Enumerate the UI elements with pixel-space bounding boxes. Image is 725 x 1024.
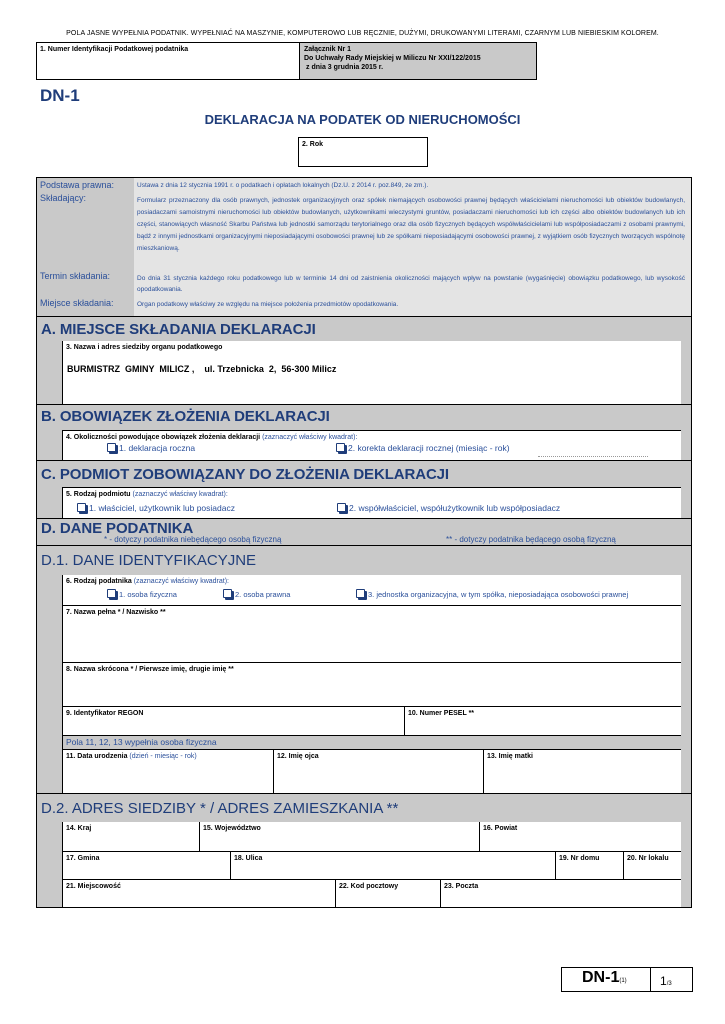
field-11-box[interactable] [62, 749, 273, 793]
field-22-label: 22. Kod pocztowy [339, 883, 399, 890]
section-d-note-2: ** - dotyczy podatnika będącego osobą fizyczną [446, 535, 616, 544]
field-4-hint: (zaznaczyć właściwy kwadrat): [262, 434, 358, 441]
field-20-label: 20. Nr lokalu [627, 855, 669, 862]
field-10-label: 10. Numer PESEL ** [408, 710, 475, 717]
section-c-title: C. PODMIOT ZOBOWIĄZANY DO ZŁOŻENIA DEKLARACJI [41, 466, 449, 483]
option-owner-label: 1. właściciel, użytkownik lub posiadacz [89, 503, 235, 513]
field-4-label: 4. Okoliczności powodujące obowiązek złożenia deklaracji [66, 434, 261, 441]
field-6-hint: (zaznaczyć właściwy kwadrat): [133, 578, 229, 585]
section-b-title: B. OBOWIĄZEK ZŁOŻENIA DEKLARACJI [41, 408, 330, 425]
field-21-label: 21. Miejscowość [66, 883, 121, 890]
field-13-box[interactable] [483, 749, 681, 793]
field-4-box [62, 430, 681, 460]
section-d1-title: D.1. DANE IDENTYFIKACYJNE [41, 552, 257, 569]
attachment-box [299, 42, 537, 80]
option-annual-label: 1. deklaracja roczna [119, 443, 196, 453]
attachment-line3: z dnia 3 grudnia 2015 r. [306, 64, 384, 71]
section-c-left-margin [37, 487, 62, 518]
checkbox-annual[interactable] [107, 443, 116, 452]
option-natural-person-label: 1. osoba fizyczna [119, 590, 177, 599]
section-a-header [37, 316, 691, 341]
footer-code: DN-1 [582, 969, 620, 986]
field-3-label: 3. Nazwa i adres siedziby organu podatkowego [66, 344, 223, 351]
fields-note-row [62, 735, 681, 749]
field-11-hint: (dzień - miesiąc - rok) [129, 753, 197, 760]
field-8-label: 8. Nazwa skrócona * / Pierwsze imię, drugie imię ** [66, 666, 234, 673]
footer-code-sub: (1) [619, 978, 627, 984]
option-org-unit[interactable] [356, 589, 628, 599]
field-6-label: 6. Rodzaj podatnika [66, 578, 132, 585]
field-11-label: 11. Data urodzenia [66, 753, 128, 760]
checkbox-legal-person[interactable] [223, 589, 232, 598]
option-correction-label: 2. korekta deklaracji rocznej (miesiąc - rok) [348, 443, 510, 453]
section-d2-right-margin [681, 822, 691, 907]
checkbox-natural-person[interactable] [107, 589, 116, 598]
option-coowner[interactable] [337, 503, 560, 513]
year-label: 2. Rok [302, 141, 324, 148]
section-b-left-margin [37, 430, 62, 460]
option-coowner-label: 2. współwłaściciel, współużytkownik lub współposiadacz [349, 503, 561, 513]
nip-label: 1. Numer Identyfikacji Podatkowej podatnika [40, 46, 189, 53]
section-a-left-margin [37, 341, 62, 404]
field-14-box[interactable] [62, 822, 199, 851]
field-23-label: 23. Poczta [444, 883, 479, 890]
footer-page-group [660, 972, 672, 990]
field-7-box[interactable] [62, 605, 681, 662]
section-b-right-margin [681, 430, 691, 460]
place-text: Organ podatkowy właściwy ze względu na miejsce położenia przedmiotów opodatkowania. [137, 301, 399, 308]
filers-text: Formularz przeznaczony dla osób prawnych, jednostek organizacyjnych oraz spółek niemających osobowości prawnej będących właścicielami nieruchomości lub obiektów budowlanych, posiadaczami samoistnymi nieruchomości lub obiektów budowlanych, użytkownikami wieczystymi gruntów, posiadaczami nieruchomości lub ich części albo obiektów budowlanych lub ich części, stanowiących własność Skarbu Państwa lub jednostki samorządu terytorialnego oraz dla osób fizycznych będących współwłaścicielami lub współposiadaczami z osobami prawnymi, bądź z innymi jednostkami organizacyjnymi nieposiadającymi osobowości prawnej lub ze spółkami nieposiadającymi osobowości prawnej, z wyjątkiem osób fizycznych tworzących wspólnotę mieszkaniową. [137, 197, 685, 252]
footer-code-group [582, 969, 627, 987]
checkbox-coowner[interactable] [337, 503, 346, 512]
field-6-box [62, 575, 681, 605]
attachment-line1: Załącznik Nr 1 [304, 46, 352, 53]
field-6-label-row [63, 575, 681, 588]
footer-divider [650, 967, 651, 992]
deadline-text: Do dnia 31 stycznia każdego roku podatkowego lub w terminie 14 dni od zaistnienia okoliczności mających wpływ na powstanie (wygaśnięcie) obowiązku podatkowego, lub wysokość opodatkowania. [137, 275, 685, 293]
field-21-box[interactable] [62, 879, 335, 907]
field-16-box[interactable] [479, 822, 681, 851]
section-d2-left-margin [37, 822, 62, 907]
field-18-label: 18. Ulica [234, 855, 263, 862]
option-annual[interactable] [107, 443, 195, 453]
field-5-box [62, 487, 681, 518]
section-c-right-margin [681, 487, 691, 518]
option-org-unit-label: 3. jednostka organizacyjna, w tym spółka, nieposiadająca osobowości prawnej [368, 590, 629, 599]
field-14-label: 14. Kraj [66, 825, 92, 832]
checkbox-correction[interactable] [336, 443, 345, 452]
field-20-box[interactable] [623, 851, 681, 879]
section-d2-header [37, 793, 691, 822]
footer-page: 1 [660, 974, 667, 988]
section-b-header [37, 404, 691, 430]
place-label: Miejsce składania: [40, 298, 114, 308]
bottom-rule [62, 907, 681, 908]
top-instruction-note: POLA JASNE WYPEŁNIA PODATNIK. WYPEŁNIAĆ NA MASZYNIE, KOMPUTEROWO LUB RĘCZNIE, DUŻYMI, DRUKOWANYMI LITERAMI, CZARNYM LUB NIEBIESKIM KOLOREM. [66, 30, 659, 37]
field-23-box[interactable] [440, 879, 681, 907]
field-5-label-row [63, 488, 681, 501]
section-d2-title: D.2. ADRES SIEDZIBY * / ADRES ZAMIESZKANIA ** [41, 800, 399, 817]
field-9-label: 9. Identyfikator REGON [66, 710, 144, 717]
legal-basis-label: Podstawa prawna: [40, 180, 115, 190]
section-a-right-margin [681, 341, 691, 404]
year-field[interactable] [298, 137, 428, 167]
field-8-box[interactable] [62, 662, 681, 706]
field-15-box[interactable] [199, 822, 479, 851]
field-18-box[interactable] [230, 851, 555, 879]
field-22-box[interactable] [335, 879, 440, 907]
field-3-value: BURMISTRZ GMINY MILICZ , ul. Trzebnicka 2, 56-300 Milicz [67, 364, 337, 374]
option-correction[interactable] [336, 443, 510, 453]
fields-note: Pola 11, 12, 13 wypełnia osoba fizyczna [66, 737, 217, 747]
field-5-label: 5. Rodzaj podmiotu [66, 491, 131, 498]
section-a-title: A. MIEJSCE SKŁADANIA DEKLARACJI [41, 321, 316, 338]
section-d-title: D. DANE PODATNIKA [41, 520, 194, 537]
field-19-box[interactable] [555, 851, 623, 879]
field-15-label: 15. Województwo [203, 825, 261, 832]
field-12-label: 12. Imię ojca [277, 753, 319, 760]
field-5-hint: (zaznaczyć właściwy kwadrat): [132, 491, 228, 498]
footer-code-box [561, 967, 693, 992]
field-11-label-row [63, 750, 273, 763]
section-d1-header [37, 545, 691, 575]
field-9-box[interactable] [62, 706, 404, 735]
form-code: DN-1 [40, 86, 80, 105]
option-natural-person[interactable] [107, 589, 177, 599]
deadline-label: Termin składania: [40, 271, 111, 281]
section-d1-right-margin [681, 575, 691, 793]
checkbox-org-unit[interactable] [356, 589, 365, 598]
filers-label: Składający: [40, 193, 87, 203]
field-12-box[interactable] [273, 749, 483, 793]
field-10-box[interactable] [404, 706, 681, 735]
section-d1-left-margin [37, 575, 62, 793]
option-legal-person[interactable] [223, 589, 290, 599]
field-17-box[interactable] [62, 851, 230, 879]
section-d-header [37, 518, 691, 545]
correction-date-line [538, 456, 648, 457]
attachment-line2: Do Uchwały Rady Miejskiej w Miliczu Nr XXI/122/2015 [304, 55, 481, 62]
section-d-note-1: * - dotyczy podatnika niebędącego osobą fizyczną [104, 535, 282, 544]
checkbox-owner[interactable] [77, 503, 86, 512]
field-17-label: 17. Gmina [66, 855, 100, 862]
field-13-label: 13. Imię matki [487, 753, 533, 760]
form-title: DEKLARACJA NA PODATEK OD NIERUCHOMOŚCI [204, 112, 521, 127]
nip-field[interactable] [36, 42, 300, 80]
footer-page-total: /3 [666, 981, 672, 987]
field-19-label: 19. Nr domu [559, 855, 600, 862]
option-legal-person-label: 2. osoba prawna [235, 590, 291, 599]
section-c-header [37, 460, 691, 487]
field-16-label: 16. Powiat [483, 825, 518, 832]
option-owner[interactable] [77, 503, 235, 513]
field-7-label: 7. Nazwa pełna * / Nazwisko ** [66, 609, 166, 616]
legal-basis-text: Ustawa z dnia 12 stycznia 1991 r. o podatkach i opłatach lokalnych (Dz.U. z 2014 r. poz.849, ze zm.). [137, 182, 429, 189]
field-3-box[interactable] [62, 341, 681, 404]
